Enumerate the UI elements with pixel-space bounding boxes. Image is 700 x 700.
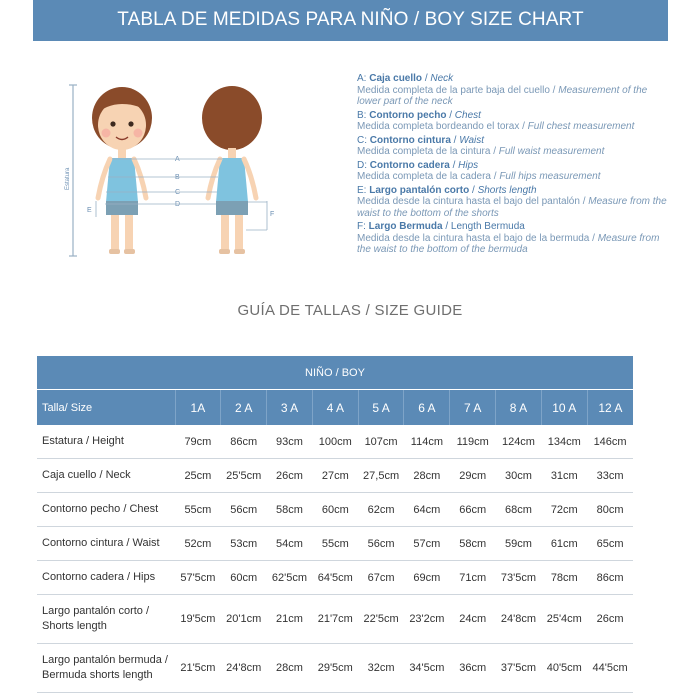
back-figure	[202, 86, 262, 254]
table-cell: 24'8cm	[221, 644, 267, 693]
legend-desc-f: Medida desde la cintura hasta el bajo de la bermuda / Measure from the waist to the bottom of the bermuda	[357, 232, 660, 255]
table-cell: 124cm	[496, 425, 542, 459]
size-table-body	[37, 425, 633, 693]
table-cell: 61cm	[541, 527, 587, 561]
size-col-header: 2 A	[221, 390, 267, 426]
height-label: Estatura	[65, 167, 71, 190]
legend-desc-b: Medida completa bordeando el torax / Full chest measurement	[357, 121, 635, 132]
table-cell: 28cm	[404, 459, 450, 493]
size-col-header: 3 A	[267, 390, 313, 426]
size-col-header: 1A	[175, 390, 221, 426]
table-cell: 54cm	[267, 527, 313, 561]
table-row	[37, 425, 633, 459]
table-cell: 69cm	[404, 561, 450, 595]
table-cell: 67cm	[358, 561, 404, 595]
marker-d: D	[175, 201, 181, 208]
table-cell: 71cm	[450, 561, 496, 595]
table-cell: 26cm	[267, 459, 313, 493]
table-cell: 25'5cm	[221, 459, 267, 493]
table-cell: 78cm	[541, 561, 587, 595]
table-cell: 146cm	[587, 425, 633, 459]
size-col-header: 6 A	[404, 390, 450, 426]
row-label: Estatura / Height	[37, 425, 175, 459]
row-label: Caja cuello / Neck	[37, 459, 175, 493]
marker-f: F	[270, 211, 275, 218]
legend-head-a: A: Caja cuello / Neck	[357, 73, 454, 84]
legend-head-b: B: Contorno pecho / Chest	[357, 109, 481, 121]
size-col-header: 7 A	[450, 390, 496, 426]
table-cell: 53cm	[221, 527, 267, 561]
size-guide-title: GUÍA DE TALLAS / SIZE GUIDE	[237, 302, 463, 319]
measurement-figures	[60, 80, 290, 265]
marker-b: B	[175, 174, 180, 181]
size-table	[37, 356, 633, 693]
legend-desc-e: Medida desde la cintura hasta el bajo del pantalón / Measure from the waist to the bottom of the shorts	[357, 196, 667, 219]
table-row	[37, 644, 633, 693]
table-cell: 24'8cm	[496, 595, 542, 644]
legend-head-f: F: Largo Bermuda / Length Bermuda	[357, 221, 525, 232]
table-cell: 73'5cm	[496, 561, 542, 595]
front-figure	[92, 87, 152, 254]
table-cell: 57cm	[404, 527, 450, 561]
table-cell: 59cm	[496, 527, 542, 561]
table-cell: 62cm	[358, 493, 404, 527]
legend-desc-d: Medida completa de la cadera / Full hips measurement	[357, 171, 601, 182]
table-cell: 44'5cm	[587, 644, 633, 693]
table-cell: 56cm	[358, 527, 404, 561]
size-header-label: Talla/ Size	[37, 390, 175, 426]
table-cell: 86cm	[587, 561, 633, 595]
table-cell: 64'5cm	[312, 561, 358, 595]
table-cell: 93cm	[267, 425, 313, 459]
table-cell: 80cm	[587, 493, 633, 527]
row-label: Contorno cintura / Waist	[37, 527, 175, 561]
page-banner: TABLA DE MEDIDAS PARA NIÑO / BOY SIZE CHART	[33, 0, 668, 41]
table-cell: 107cm	[358, 425, 404, 459]
table-cell: 19'5cm	[175, 595, 221, 644]
table-cell: 114cm	[404, 425, 450, 459]
table-cell: 100cm	[312, 425, 358, 459]
table-cell: 40'5cm	[541, 644, 587, 693]
marker-c: C	[175, 189, 181, 196]
table-cell: 21'5cm	[175, 644, 221, 693]
table-row	[37, 561, 633, 595]
table-cell: 72cm	[541, 493, 587, 527]
legend-head-e: E: Largo pantalón corto / Shorts length	[357, 184, 537, 196]
table-group-header: NIÑO / BOY	[37, 356, 633, 390]
table-cell: 31cm	[541, 459, 587, 493]
table-cell: 57'5cm	[175, 561, 221, 595]
table-row	[37, 595, 633, 644]
size-col-header: 8 A	[496, 390, 542, 426]
table-cell: 34'5cm	[404, 644, 450, 693]
table-cell: 52cm	[175, 527, 221, 561]
table-cell: 58cm	[267, 493, 313, 527]
table-cell: 21'7cm	[312, 595, 358, 644]
size-col-header: 10 A	[541, 390, 587, 426]
marker-a: A	[175, 156, 180, 163]
table-cell: 32cm	[358, 644, 404, 693]
row-label: Largo pantalón bermuda / Bermuda shorts length	[37, 644, 175, 693]
table-cell: 37'5cm	[496, 644, 542, 693]
table-cell: 64cm	[404, 493, 450, 527]
size-col-header: 4 A	[312, 390, 358, 426]
table-cell: 33cm	[587, 459, 633, 493]
table-cell: 26cm	[587, 595, 633, 644]
row-label: Contorno pecho / Chest	[37, 493, 175, 527]
table-cell: 60cm	[221, 561, 267, 595]
table-cell: 27,5cm	[358, 459, 404, 493]
legend-head-c: C: Contorno cintura / Waist	[357, 134, 485, 146]
table-cell: 65cm	[587, 527, 633, 561]
size-col-header: 12 A	[587, 390, 633, 426]
table-cell: 68cm	[496, 493, 542, 527]
table-cell: 58cm	[450, 527, 496, 561]
legend-desc-a: Medida completa de la parte baja del cuello / Measurement of the lower part of the neck	[357, 84, 648, 107]
table-cell: 36cm	[450, 644, 496, 693]
table-cell: 28cm	[267, 644, 313, 693]
marker-e: E	[87, 207, 92, 214]
table-cell: 29cm	[450, 459, 496, 493]
row-label: Contorno cadera / Hips	[37, 561, 175, 595]
table-row	[37, 493, 633, 527]
table-cell: 29'5cm	[312, 644, 358, 693]
table-cell: 25cm	[175, 459, 221, 493]
table-cell: 22'5cm	[358, 595, 404, 644]
legend-head-d: D: Contorno cadera / Hips	[357, 159, 479, 171]
measurement-legend	[357, 71, 672, 256]
table-cell: 66cm	[450, 493, 496, 527]
table-cell: 55cm	[312, 527, 358, 561]
table-cell: 23'2cm	[404, 595, 450, 644]
table-cell: 79cm	[175, 425, 221, 459]
legend-desc-c: Medida completa de la cintura / Full waist measurement	[357, 146, 605, 157]
table-cell: 134cm	[541, 425, 587, 459]
row-label: Largo pantalón corto / Shorts length	[37, 595, 175, 644]
table-cell: 60cm	[312, 493, 358, 527]
table-cell: 21cm	[267, 595, 313, 644]
table-cell: 55cm	[175, 493, 221, 527]
table-cell: 56cm	[221, 493, 267, 527]
table-cell: 62'5cm	[267, 561, 313, 595]
table-cell: 119cm	[450, 425, 496, 459]
table-cell: 20'1cm	[221, 595, 267, 644]
size-col-header: 5 A	[358, 390, 404, 426]
table-cell: 25'4cm	[541, 595, 587, 644]
table-cell: 30cm	[496, 459, 542, 493]
table-cell: 27cm	[312, 459, 358, 493]
body-measurement-illustration	[60, 80, 290, 265]
table-cell: 24cm	[450, 595, 496, 644]
table-row	[37, 459, 633, 493]
table-row	[37, 527, 633, 561]
table-cell: 86cm	[221, 425, 267, 459]
